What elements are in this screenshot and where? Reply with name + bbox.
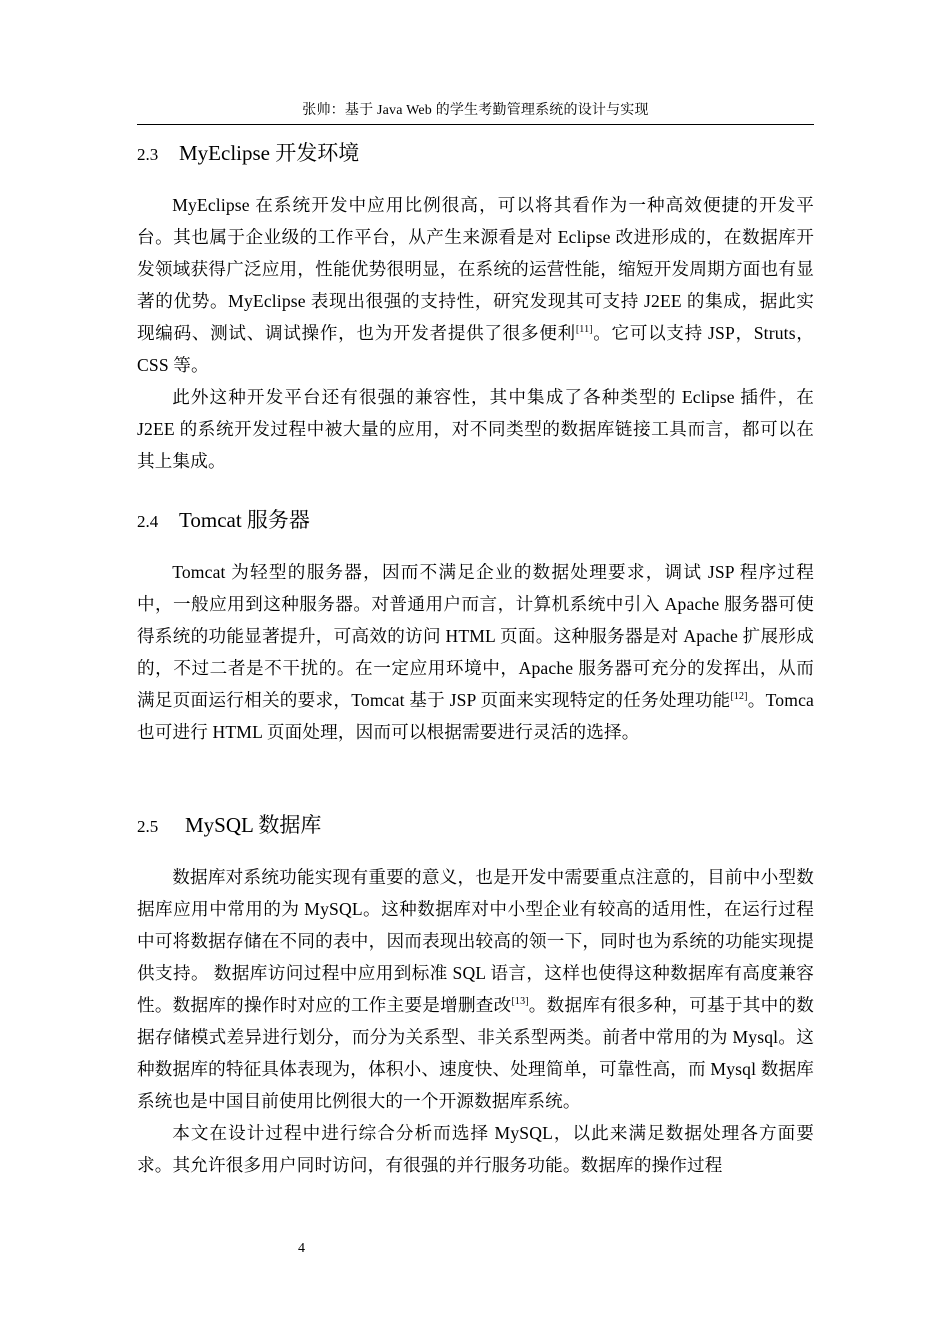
paragraph-text: Tomcat 为轻型的服务器，因而不满足企业的数据处理要求，调试 JSP 程序过程中，一般应用到这种服务器。对普通用户而言，计算机系统中引入 Apache 服务器可使得系统的功能显著提升，可高效的访问 HTML 页面。这种服务器是对 Apache 扩展形成的，不过二者是不干扰的。在一定应用环境中，Apache 服务器可充分的发挥出，从而满足页面运行相关的要求，Tomcat 基于 JSP 页面来实现特定的任务处理功能 xyxy=(137,562,814,710)
page-number: 4 xyxy=(298,1241,305,1256)
section-2-5 xyxy=(137,811,814,1181)
paragraph-text: 。它可以支持 JSP，Struts， CSS 等。 xyxy=(137,323,814,375)
header-divider xyxy=(137,124,814,125)
paragraph xyxy=(137,189,814,381)
paragraph-text: 数据库对系统功能实现有重要的意义，也是开发中需要重点注意的，目前中小型数据库应用中常用的为 MySQL。这种数据库对中小型企业有较高的适用性，在运行过程中可将数据存储在不同的表中，因而表现出较高的领一下，同时也为系统的功能实现提供支持。 数据库访问过程中应用到标准 SQL 语言，这样也使得这种数据库有高度兼容性。数据库的操作时对应的工作主要是增删查改 xyxy=(137,867,814,1015)
section-number: 2.4 xyxy=(137,512,159,531)
section-title: Tomcat 服务器 xyxy=(179,508,310,532)
citation: [13] xyxy=(511,996,529,1007)
citation: [11] xyxy=(575,324,593,335)
paragraph xyxy=(137,1117,814,1181)
section-title: MyEclipse 开发环境 xyxy=(179,141,360,165)
section-2-4 xyxy=(137,506,814,748)
section-number: 2.5 xyxy=(137,817,159,836)
section-heading xyxy=(137,139,814,169)
paragraph-text: 。Tomca 也可进行 HTML 页面处理，因而可以根据需要进行灵活的选择。 xyxy=(137,690,814,742)
citation: [12] xyxy=(730,691,748,702)
section-2-3 xyxy=(137,139,814,477)
paragraph-text: 本文在设计过程中进行综合分析而选择 MySQL，以此来满足数据处理各方面要求。其允许很多用户同时访问，有很强的并行服务功能。数据库的操作过程 xyxy=(137,1123,814,1175)
paragraph-text: MyEclipse 在系统开发中应用比例很高，可以将其看作为一种高效便捷的开发平台。其也属于企业级的工作平台，从产生来源看是对 Eclipse 改进形成的，在数据库开发领域获得广泛应用，性能优势很明显，在系统的运营性能，缩短开发周期方面也有显著的优势。MyEclipse 表现出很强的支持性，研究发现其可支持 J2EE 的集成，据此实现编码、测试、调试操作，也为开发者提供了很多便利 xyxy=(137,195,814,343)
paragraph-text: 此外这种开发平台还有很强的兼容性，其中集成了各种类型的 Eclipse 插件，在 J2EE 的系统开发过程中被大量的应用，对不同类型的数据库链接工具而言，都可以在其上集成。 xyxy=(137,387,814,471)
paragraph xyxy=(137,381,814,477)
section-heading xyxy=(137,811,814,841)
paragraph xyxy=(137,556,814,748)
running-header: 张帅：基于 Java Web 的学生考勤管理系统的设计与实现 xyxy=(302,103,649,118)
section-title: MySQL 数据库 xyxy=(185,813,322,837)
paragraph-text: 。数据库有很多种，可基于其中的数据存储模式差异进行划分，而分为关系型、非关系型两类。前者中常用的为 Mysql。这种数据库的特征具体表现为，体积小、速度快、处理简单，可靠性高，而 Mysql 数据库系统也是中国目前使用比例很大的一个开源数据库系统。 xyxy=(137,995,815,1111)
section-heading xyxy=(137,506,814,536)
section-number: 2.3 xyxy=(137,145,159,164)
paragraph xyxy=(137,861,814,1117)
